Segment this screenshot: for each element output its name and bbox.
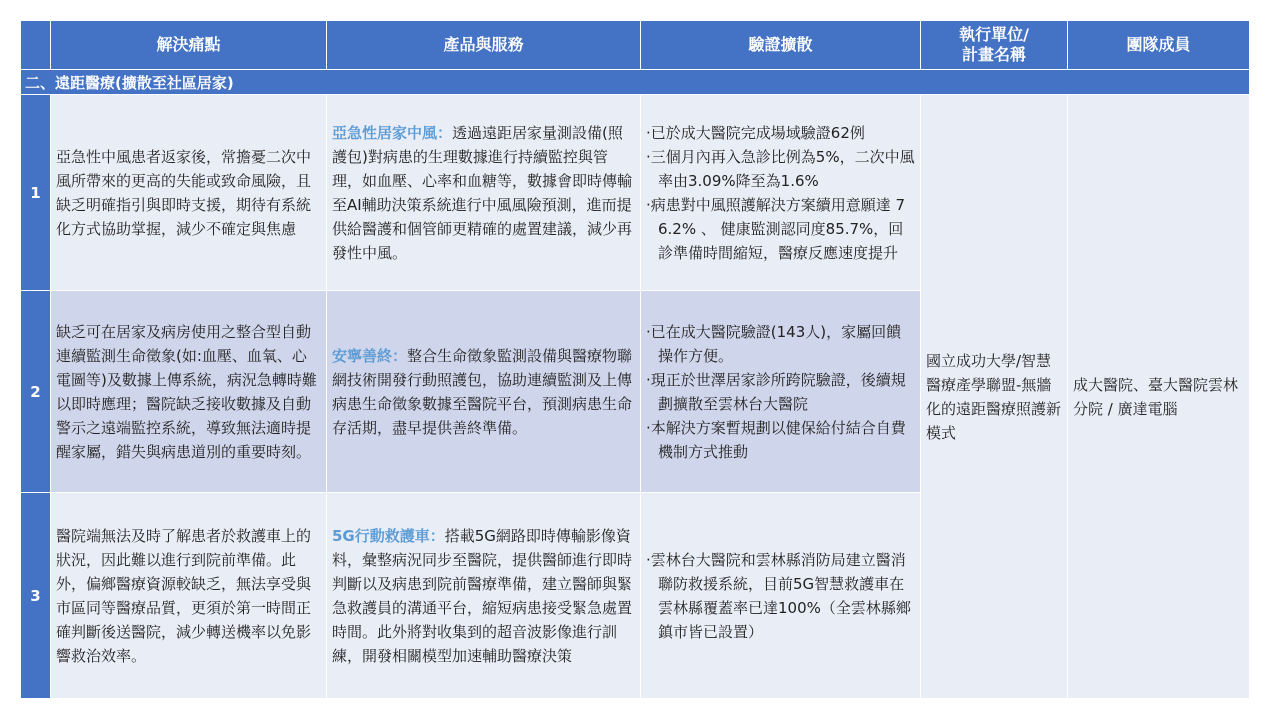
row-number: 1 xyxy=(21,95,51,291)
product-title: 5G行動救護車： xyxy=(332,526,445,545)
validation-cell xyxy=(641,95,921,291)
validation-item: ·雲林台大醫院和雲林縣消防局建立醫消聯防救援系統，目前5G智慧救護車在雲林縣覆蓋率已達100%（全雲林縣鄉鎮市皆已設置） xyxy=(646,550,911,641)
validation-cell xyxy=(641,493,921,699)
header-unit-line1: 執行單位/ xyxy=(959,25,1029,44)
section-row xyxy=(21,70,1250,95)
validation-item: ·三個月內再入急診比例為5%，二次中風率由3.09%降至為1.6% xyxy=(646,147,915,190)
validation-item: ·已在成大醫院驗證(143人)，家屬回饋操作方便。 xyxy=(646,322,902,365)
product-title: 安寧善終： xyxy=(332,346,408,365)
validation-item: ·現正於世澤居家診所跨院驗證，後續規劃擴散至雲林台大醫院 xyxy=(646,370,906,413)
product-cell xyxy=(327,493,641,699)
header-unit xyxy=(921,21,1068,70)
table-row xyxy=(21,95,1250,291)
product-cell xyxy=(327,95,641,291)
pain-point-cell: 亞急性中風患者返家後，常擔憂二次中風所帶來的更高的失能或致命風險，且缺乏明確指引與即時支援，期待有系統化方式協助掌握，減少不確定與焦慮 xyxy=(51,95,327,291)
product-title: 亞急性居家中風： xyxy=(332,123,453,142)
header-product: 產品與服務 xyxy=(327,21,641,70)
header-pain: 解決痛點 xyxy=(51,21,327,70)
medical-table xyxy=(20,20,1250,699)
header-team: 團隊成員 xyxy=(1068,21,1250,70)
validation-item: ·病患對中風照護解決方案續用意願達 76.2% 、 健康監測認同度85.7%，回診準備時間縮短，醫療反應速度提升 xyxy=(646,195,906,262)
header-row xyxy=(21,21,1250,70)
unit-cell: 國立成功大學/智慧醫療產學聯盟-無牆化的遠距醫療照護新模式 xyxy=(921,95,1068,699)
product-text: 透過遠距居家量測設備(照護包)對病患的生理數據進行持續監控與管理，如血壓、心率和血糖等，數據會即時傳輸至AI輔助決策系統進行中風風險預測，進而提供給醫護和個管師更精確的處置建議，減少再發性中風。 xyxy=(332,123,633,262)
header-validation: 驗證擴散 xyxy=(641,21,921,70)
pain-point-cell: 醫院端無法及時了解患者於救護車上的狀況，因此難以進行到院前準備。此外，偏鄉醫療資源較缺乏，無法享受與市區同等醫療品質，更須於第一時間正確判斷後送醫院，減少轉送機率以免影響救治效率。 xyxy=(51,493,327,699)
validation-item: ·本解決方案暫規劃以健保給付結合自費機制方式推動 xyxy=(646,418,906,461)
row-number: 2 xyxy=(21,291,51,493)
row-number: 3 xyxy=(21,493,51,699)
product-text: 整合生命徵象監測設備與醫療物聯網技術開發行動照護包，協助連續監測及上傳病患生命徵象數據至醫院平台，預測病患生命存活期，盡早提供善終準備。 xyxy=(332,346,633,437)
pain-point-cell: 缺乏可在居家及病房使用之整合型自動連續監測生命徵象(如:血壓、血氧、心電圖等)及數據上傳系統，病況急轉時難以即時應理；醫院缺乏接收數據及自動警示之遠端監控系統，導致無法適時提醒家屬，錯失與病患道別的重要時刻。 xyxy=(51,291,327,493)
validation-cell xyxy=(641,291,921,493)
validation-item: ·已於成大醫院完成場域驗證62例 xyxy=(646,123,865,142)
product-cell xyxy=(327,291,641,493)
product-text: 搭載5G網路即時傳輸影像資料，彙整病況同步至醫院，提供醫師進行即時判斷以及病患到院前醫療準備，建立醫師與緊急救護員的溝通平台，縮短病患接受緊急處置時間。此外將對收集到的超音波影像進行訓練，開發相關模型加速輔助醫療決策 xyxy=(332,526,633,665)
header-unit-line2: 計畫名稱 xyxy=(961,45,1026,64)
section-title: 二、遠距醫療(擴散至社區居家) xyxy=(21,70,1250,95)
header-num xyxy=(21,21,51,70)
team-cell: 成大醫院、臺大醫院雲林分院 / 廣達電腦 xyxy=(1068,95,1250,699)
